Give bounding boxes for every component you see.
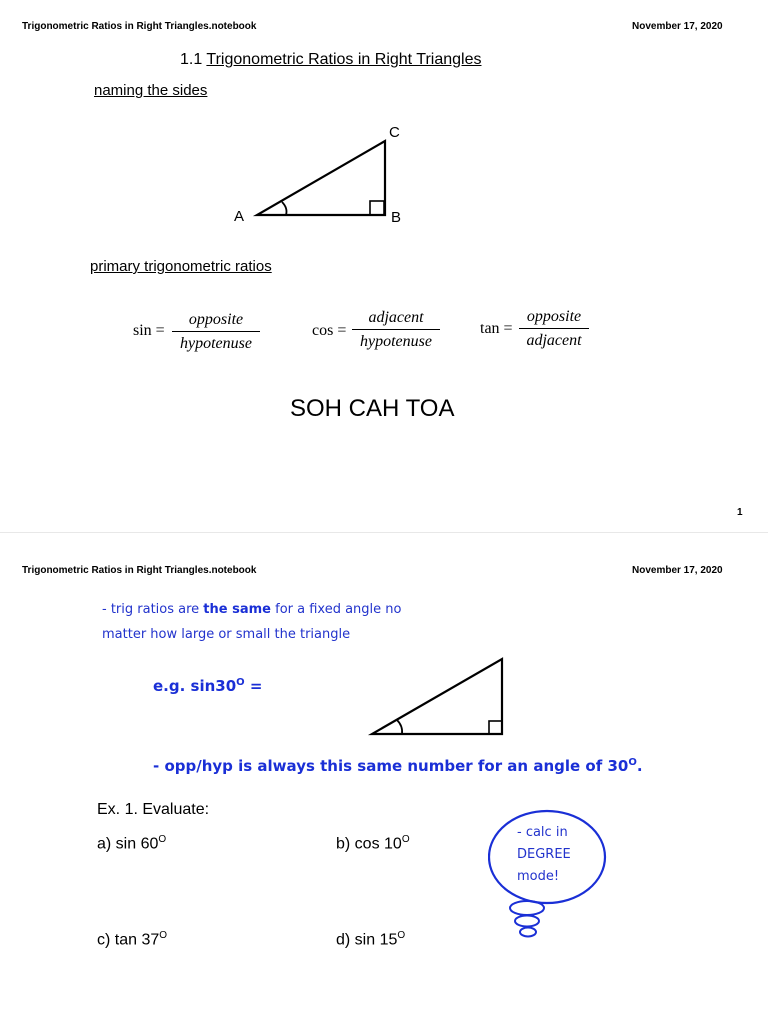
example-sin30 xyxy=(153,677,262,695)
item-d-degree: O xyxy=(397,930,406,941)
sin-denominator: hypotenuse xyxy=(180,335,252,352)
eg-degree: O xyxy=(236,677,245,688)
tan-numerator: opposite xyxy=(526,308,582,325)
thought-bubble-tail-1 xyxy=(510,901,544,915)
sin-numerator: opposite xyxy=(188,311,244,328)
page-number: 1 xyxy=(737,507,743,518)
opp-hyp-degree: O xyxy=(628,757,637,768)
item-b xyxy=(336,834,410,853)
tan-fraction xyxy=(519,308,589,350)
title-number: 1.1 xyxy=(180,51,203,68)
title-text: Trigonometric Ratios in Right Triangles xyxy=(206,51,482,68)
page2-header-date: November 17, 2020 xyxy=(632,565,723,576)
bubble-line-1: - calc in xyxy=(517,825,568,840)
note-line-1 xyxy=(102,602,401,617)
bubble-line-3: mode! xyxy=(517,869,560,884)
tan-fraction-bar xyxy=(519,328,589,329)
example-title: Ex. 1. Evaluate: xyxy=(97,801,210,818)
thought-bubble-tail-3 xyxy=(520,928,536,937)
triangle2-outline xyxy=(372,659,502,734)
page-divider xyxy=(0,532,768,533)
page-title xyxy=(180,51,481,69)
vertex-c-label: C xyxy=(389,124,400,141)
note-line-2: matter how large or small the triangle xyxy=(102,627,351,642)
cos-fraction xyxy=(352,309,440,351)
opp-hyp-end: . xyxy=(636,757,643,775)
triangle-outline xyxy=(257,141,385,215)
right-angle-mark xyxy=(370,201,384,215)
thought-bubble-tail-2 xyxy=(515,916,539,927)
item-a-text: a) sin 60 xyxy=(97,835,159,853)
angle-30-arc xyxy=(397,720,402,734)
cos-numerator: adjacent xyxy=(368,309,424,326)
eg-text: e.g. sin30 xyxy=(153,677,237,695)
opp-hyp-text: - opp/hyp is always this same number for an angle of 30 xyxy=(153,757,629,775)
sin-lhs: sin = xyxy=(133,322,165,339)
section-naming-sides: naming the sides xyxy=(94,82,208,99)
sin-fraction-bar xyxy=(172,331,260,332)
note-post: for a fixed angle no xyxy=(270,602,402,617)
angle-a-arc xyxy=(282,202,287,215)
vertex-b-label: B xyxy=(391,209,402,226)
item-d-text: d) sin 15 xyxy=(336,931,398,949)
note-pre: - trig ratios are xyxy=(102,602,204,617)
eg-equals: = xyxy=(244,677,263,695)
triangle2-right-angle-mark xyxy=(489,721,502,734)
item-a-degree: O xyxy=(158,834,167,845)
item-c xyxy=(97,930,167,949)
note-bold: the same xyxy=(203,602,271,617)
page1-header-title: Trigonometric Ratios in Right Triangles.notebook xyxy=(22,21,257,32)
item-a xyxy=(97,834,166,853)
page1-header-date: November 17, 2020 xyxy=(632,21,723,32)
cos-denominator: hypotenuse xyxy=(360,333,432,350)
mnemonic-soh-cah-toa: SOH CAH TOA xyxy=(290,395,455,422)
tan-denominator: adjacent xyxy=(526,332,582,349)
right-triangle-30deg xyxy=(365,650,515,742)
vertex-a-label: A xyxy=(234,208,245,225)
bubble-line-2: DEGREE xyxy=(517,847,571,862)
item-b-text: b) cos 10 xyxy=(336,835,402,853)
sin-fraction xyxy=(172,311,260,353)
section-primary-ratios: primary trigonometric ratios xyxy=(90,258,272,275)
opp-hyp-statement xyxy=(153,757,643,775)
tan-lhs: tan = xyxy=(480,320,513,337)
thought-bubble-text xyxy=(517,822,571,888)
page2-header-title: Trigonometric Ratios in Right Triangles.notebook xyxy=(22,565,257,576)
item-b-degree: O xyxy=(401,834,410,845)
item-c-degree: O xyxy=(159,930,168,941)
cos-fraction-bar xyxy=(352,329,440,330)
item-c-text: c) tan 37 xyxy=(97,931,160,949)
cos-lhs: cos = xyxy=(312,322,347,339)
item-d xyxy=(336,930,405,949)
